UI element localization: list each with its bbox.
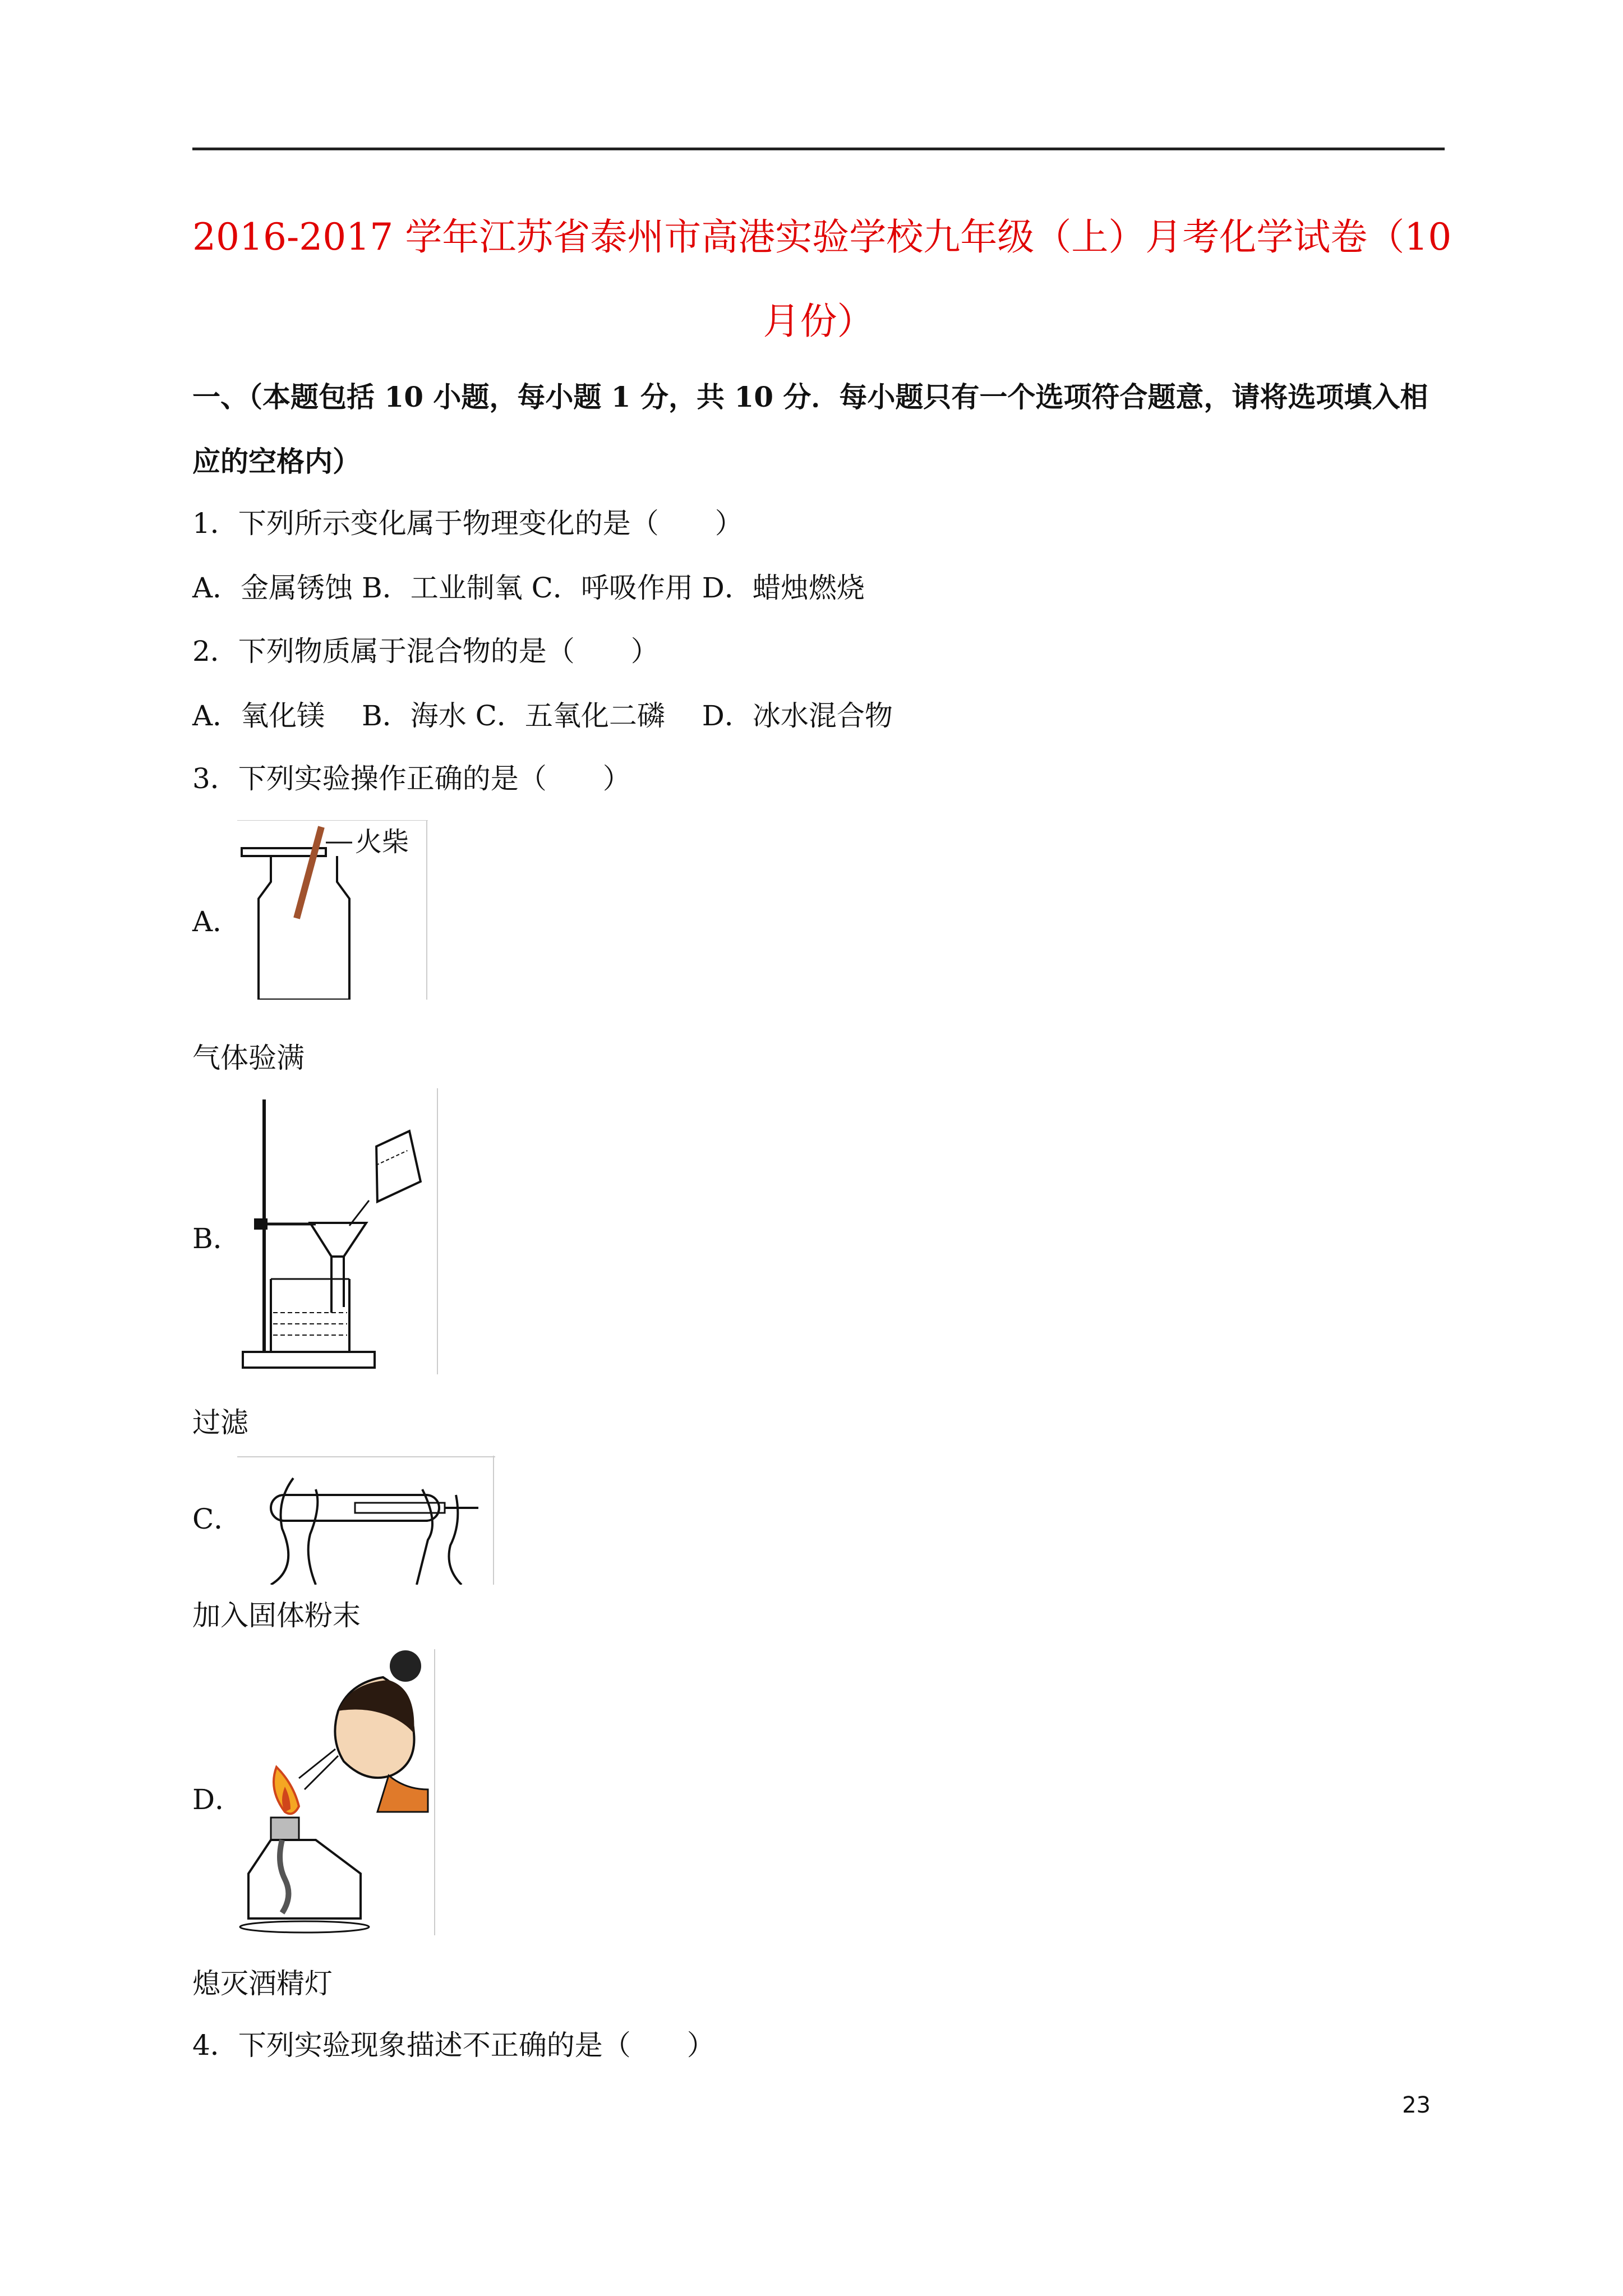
question-3-stem: 3．下列实验操作正确的是（ ） [192,762,631,795]
question-4-stem: 4．下列实验现象描述不正确的是（ ） [192,2029,715,2062]
option-a-caption: 气体验满 [192,1042,305,1074]
section-heading-line-1: 一、（本题包括 10 小题，每小题 1 分，共 10 分．每小题只有一个选项符合题意，请将选项填入相 [192,380,1428,413]
match-label: 火柴 [355,826,409,858]
question-2-options: A．氧化镁 B．海水 C．五氧化二磷 D．冰水混合物 [192,700,893,732]
header-rule [192,148,1445,150]
option-c-letter: C． [192,1503,242,1535]
section-heading-line-2: 应的空格内） [192,445,361,478]
option-b-caption: 过滤 [192,1406,248,1439]
question-2-stem: 2．下列物质属于混合物的是（ ） [192,635,659,668]
option-a-letter: A． [192,905,241,938]
filtration-apparatus-icon [237,1088,439,1374]
option-d-letter: D． [192,1783,243,1816]
question-1-options: A．金属锈蚀 B．工业制氧 C．呼吸作用 D．蜡烛燃烧 [192,572,865,604]
page-title-line-2: 月份） [763,300,874,343]
option-d-caption: 熄灭酒精灯 [192,1967,333,2000]
alcohol-lamp-blow-icon [237,1649,436,1935]
option-b-letter: B． [192,1222,241,1255]
option-c-caption: 加入固体粉末 [192,1599,361,1632]
gas-jar-match-icon [237,820,428,1000]
test-tube-powder-icon [237,1456,495,1585]
page-title-line-1: 2016-2017 学年江苏省泰州市高港实验学校九年级（上）月考化学试卷（10 [192,215,1452,259]
question-1-stem: 1．下列所示变化属于物理变化的是（ ） [192,507,743,540]
page-number: 23 [1402,2092,1431,2118]
